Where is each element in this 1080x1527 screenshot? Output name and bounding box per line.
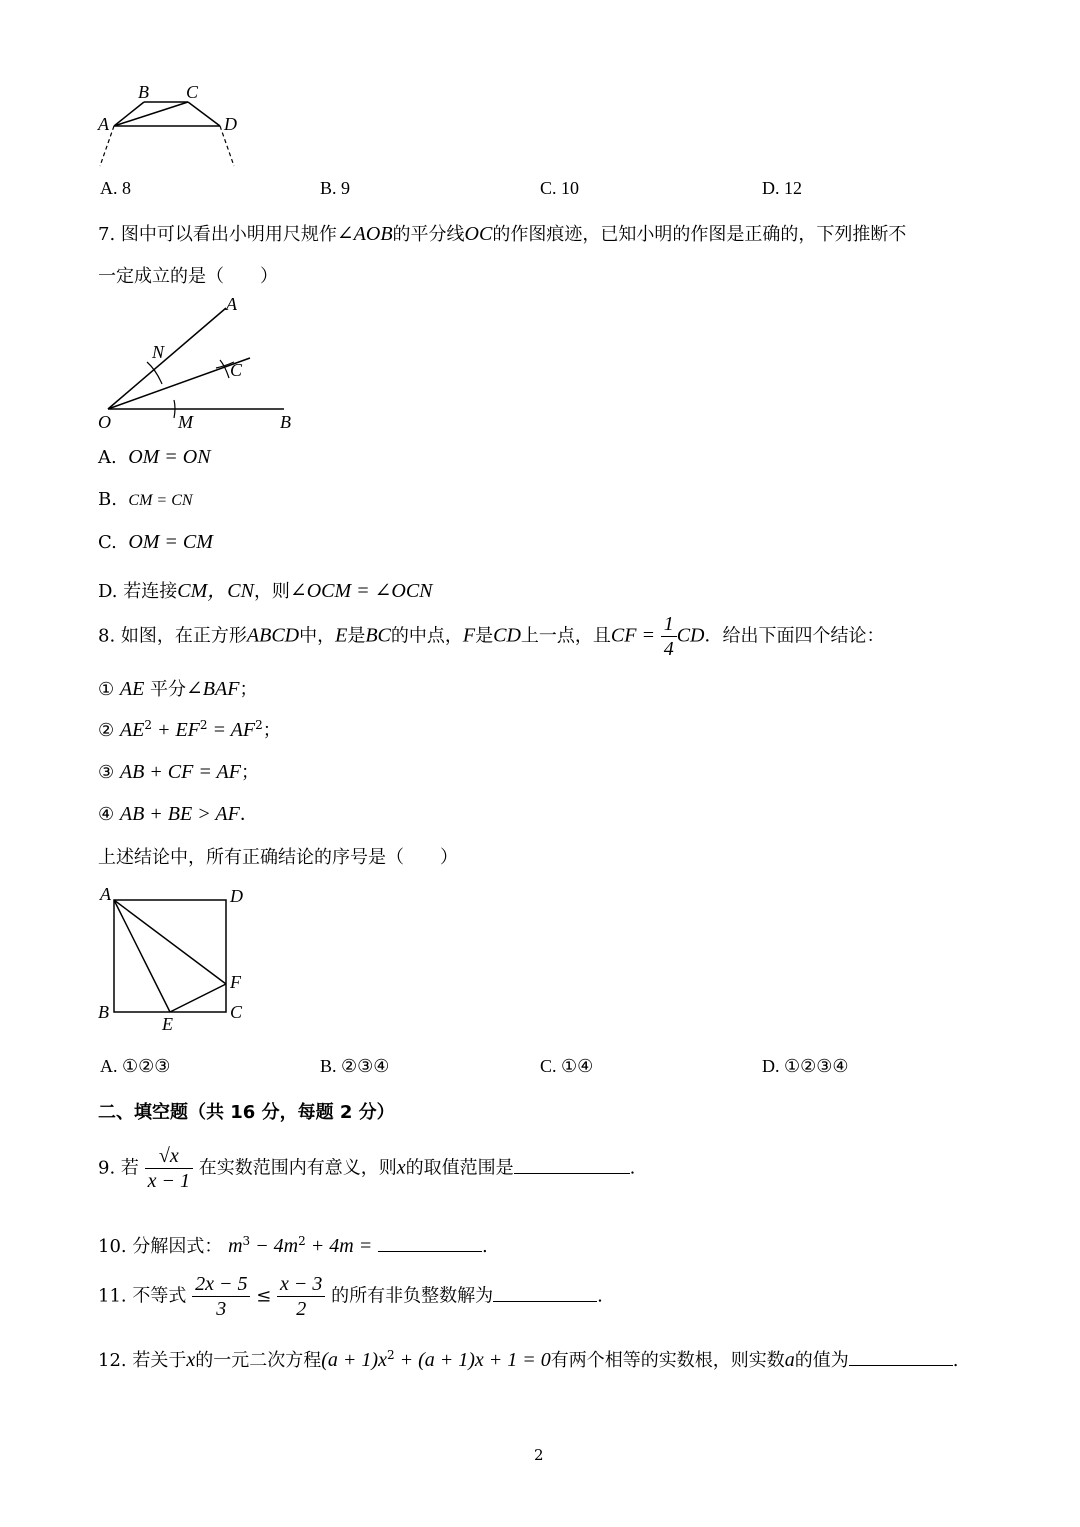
q8-conclusion-1: ① AE 平分∠BAF；: [98, 678, 258, 700]
q6-option-c: C. 10: [540, 178, 580, 198]
page-number: 2: [534, 1446, 544, 1464]
fig7-label-o: O: [98, 412, 111, 432]
q8-option-d: D. ①②③④: [762, 1056, 849, 1076]
q8-question: 上述结论中，所有正确结论的序号是（ ）: [98, 847, 458, 868]
q8-option-b: B. ②③④: [320, 1056, 390, 1076]
section-heading-fill-blank: 二、填空题（共 16 分，每题 2 分）: [98, 1102, 395, 1123]
fig6-label-d: D: [224, 114, 237, 134]
q8-fraction: $\frac{1}{4}$: [661, 614, 677, 659]
q10-answer-blank[interactable]: [378, 1233, 482, 1252]
fig6-label-b: B: [138, 82, 149, 102]
q11: 11. 不等式 $\frac{2x - 5}{3}$ ≤ $\frac{x - 3}{2}$ 的所有非负整数解为 .: [98, 1273, 603, 1320]
q8-option-a: A. ①②③: [100, 1056, 171, 1076]
q9-fraction: $\frac{√x}{x - 1}$: [145, 1146, 193, 1191]
q8-conclusion-4: ④ AB + BE > AF．: [98, 803, 258, 825]
q9-answer-blank[interactable]: [514, 1155, 630, 1174]
fig7-label-n: N: [152, 342, 165, 362]
q7-option-d: D. 若连接CM，CN，则∠OCM = ∠OCN: [98, 580, 433, 602]
fig8-label-d: D: [230, 886, 243, 906]
q6-option-b: B. 9: [320, 178, 351, 198]
q8-option-c: C. ①④: [540, 1056, 594, 1076]
q6-option-a: A. 8: [100, 178, 131, 198]
fig6-label-a: A: [98, 114, 109, 134]
figure-q6-trapezoid: [90, 80, 260, 172]
fig8-label-f: F: [230, 972, 241, 992]
figure-q7-bisector: [92, 296, 302, 434]
q7-stem: 7. 图中可以看出小明用尺规作∠AOB的平分线OC的作图痕迹，已知小明的作图是正确的，下列推断不: [98, 223, 907, 245]
fig6-label-c: C: [186, 82, 199, 102]
q7-stem-line2: 一定成立的是（ ）: [98, 266, 278, 287]
q7-option-c: C. OM = CM: [98, 531, 213, 553]
q11-fraction-left: $\frac{2x - 5}{3}$: [192, 1274, 250, 1319]
fig7-label-c: C: [230, 360, 243, 380]
fig8-label-b: B: [98, 1002, 109, 1022]
fig7-label-b: B: [280, 412, 291, 432]
q12: 12. 若关于x的一元二次方程$(a + 1)x^2 + (a + 1)x + 1 = 0$有两个相等的实数根，则实数a的值为 .: [98, 1348, 959, 1371]
q8-conclusion-3: ③ AB + CF = AF；: [98, 761, 259, 783]
q8-stem: 8. 如图，在正方形ABCD中，E是BC的中点，F是CD上一点，且CF = $\frac{1}{4}$ CD．给出下面四个结论：: [98, 613, 885, 660]
q9: 9. 若 $\frac{√x}{x - 1}$ 在实数范围内有意义，则x的取值范围是 .: [98, 1145, 636, 1192]
q8-conclusion-2: ② $AE^2 + EF^2 = AF^2$；: [98, 718, 281, 741]
q7-option-a: A. OM = ON: [98, 446, 211, 468]
fig8-label-e: E: [162, 1014, 173, 1034]
fig8-label-c: C: [230, 1002, 243, 1022]
q11-answer-blank[interactable]: [493, 1283, 597, 1302]
q11-fraction-right: $\frac{x - 3}{2}$: [277, 1274, 325, 1319]
q6-option-d: D. 12: [762, 178, 802, 198]
q7-option-b: B. CM = CN: [98, 489, 193, 510]
figure-q8-square: [92, 880, 262, 1036]
fig8-label-a: A: [100, 884, 111, 904]
q12-answer-blank[interactable]: [849, 1347, 953, 1366]
fig7-label-m: M: [178, 412, 193, 432]
q10: 10. 分解因式： $m^3 - 4m^2 + 4m$ = .: [98, 1234, 488, 1257]
fig7-label-a: A: [226, 296, 237, 314]
